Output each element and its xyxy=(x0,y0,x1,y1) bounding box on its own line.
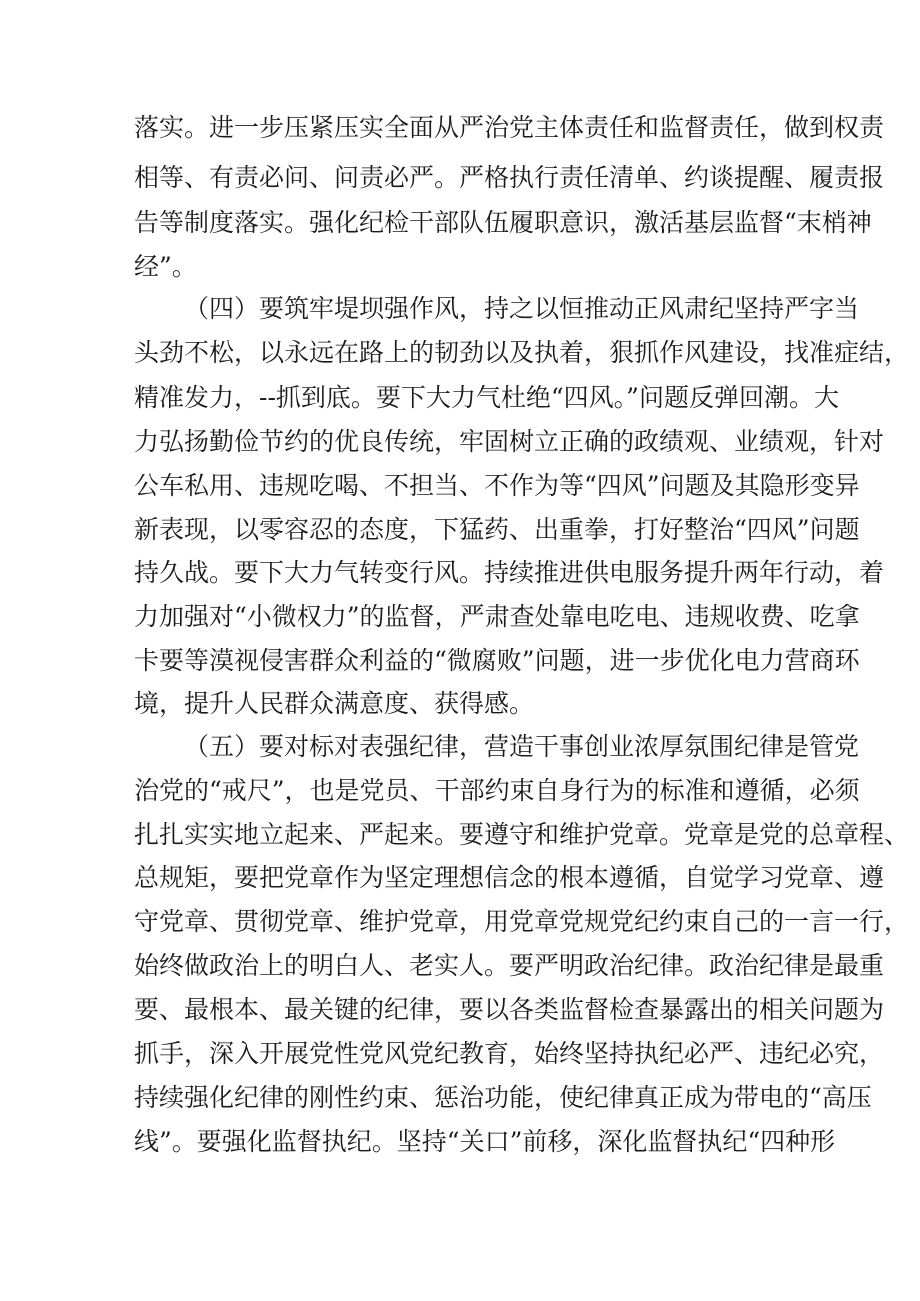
text-line-21: 要、最根本、最关键的纪律，要以各类监督检查暴露出的相关问题为 xyxy=(134,995,885,1024)
text-line-6: 头劲不松，以永远在路上的韧劲以及执着，狠抓作风建设，找准症结， xyxy=(134,338,910,367)
text-line-18: 总规矩，要把党章作为坚定理想信念的根本遵循，自觉学习党章、遵 xyxy=(134,863,885,892)
text-line-2: 相等、有责必问、问责必严。严格执行责任清单、约谈提醒、履责报 xyxy=(134,163,885,192)
text-line-17: 扎扎实实地立起来、严起来。要遵守和维护党章。党章是党的总章程、 xyxy=(134,820,910,849)
text-line-1: 落实。进一步压紧压实全面从严治党主体责任和监督责任，做到权责 xyxy=(134,113,885,142)
text-line-9: 公车私用、违规吃喝、不担当、不作为等“四风”问题及其隐形变异 xyxy=(134,471,860,500)
text-line-8: 力弘扬勤俭节约的优良传统，牢固树立正确的政绩观、业绩观，针对 xyxy=(134,427,885,456)
text-line-11: 持久战。要下大力气转变行风。持续推进供电服务提升两年行动，着 xyxy=(134,558,885,587)
text-line-3: 告等制度落实。强化纪检干部队伍履职意识，激活基层监督“末梢神 xyxy=(134,208,872,237)
text-line-10: 新表现，以零容忍的态度，下猛药、出重拳，打好整治“四风”问题 xyxy=(134,515,860,544)
text-line-12: 力加强对“小微权力”的监督，严肃查处靠电吃电、违规收费、吃拿 xyxy=(134,602,860,631)
text-line-20: 始终做政治上的明白人、老实人。要严明政治纪律。政治纪律是最重 xyxy=(134,951,885,980)
text-line-13: 卡要等漠视侵害群众利益的“微腐败”问题，进一步优化电力营商环 xyxy=(134,646,860,675)
text-line-22: 抓手，深入开展党性党风党纪教育，始终坚持执纪必严、违纪必究， xyxy=(134,1039,885,1068)
text-line-15: （五）要对标对表强纪律，营造干事创业浓厚氛围纪律是管党 xyxy=(184,732,860,761)
text-line-7: 精准发力，--抓到底。要下大力气杜绝“四风。”问题反弹回潮。大 xyxy=(134,383,839,412)
text-line-24: 线”。要强化监督执纪。坚持“关口”前移，深化监督执纪“四种形 xyxy=(134,1127,836,1156)
text-line-14: 境，提升人民群众满意度、获得感。 xyxy=(134,689,535,718)
text-line-16: 治党的“戒尺”，也是党员、干部约束自身行为的标准和遵循，必须 xyxy=(134,776,860,805)
text-line-5: （四）要筑牢堤坝强作风，持之以恒推动正风肃纪坚持严字当 xyxy=(184,294,860,323)
text-line-19: 守党章、贯彻党章、维护党章，用党章党规党纪约束自己的一言一行， xyxy=(134,907,910,936)
text-line-23: 持续强化纪律的刚性约束、惩治功能，使纪律真正成为带电的“高压 xyxy=(134,1083,872,1112)
text-line-4: 经”。 xyxy=(134,252,197,281)
